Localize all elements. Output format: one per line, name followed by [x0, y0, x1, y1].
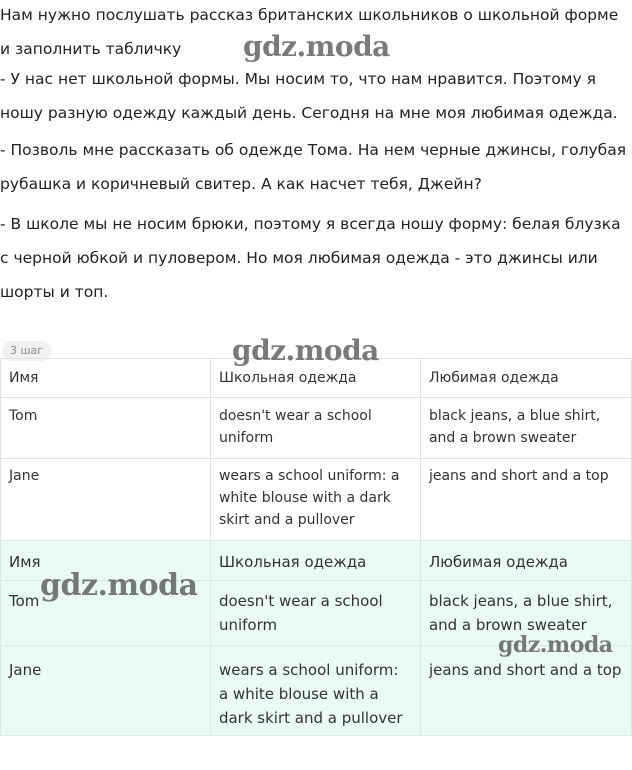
cell-name: Tom	[1, 581, 211, 646]
cell-favorite-clothes: jeans and short and a top	[420, 459, 631, 541]
table-row	[1, 459, 632, 541]
table-row	[1, 398, 632, 459]
header-school-clothes: Школьная одежда	[210, 541, 420, 581]
paragraph-dialogue-1: - У нас нет школьной формы. Мы носим то, что нам нравится. Поэтому я ношу разную одежду каждый день. Сегодня на мне моя любимая одежда.	[0, 70, 618, 122]
paragraph-intro: Нам нужно послушать рассказ британских школьников о школьной форме и заполнить табличку	[0, 6, 619, 58]
cell-favorite-clothes: black jeans, a blue shirt, and a brown sweater	[420, 398, 631, 459]
header-favorite-clothes: Любимая одежда	[420, 541, 631, 581]
cell-name: Jane	[1, 646, 211, 736]
cell-name: Tom	[1, 398, 211, 459]
header-favorite-clothes: Любимая одежда	[420, 359, 631, 398]
header-name: Имя	[1, 541, 211, 581]
cell-favorite-clothes: black jeans, a blue shirt, and a brown sweater	[420, 581, 631, 646]
header-name: Имя	[1, 359, 211, 398]
cell-school-clothes: wears a school uniform: a white blouse with a dark skirt and a pullover	[210, 459, 420, 541]
cell-name: Jane	[1, 459, 211, 541]
header-school-clothes: Школьная одежда	[210, 359, 420, 398]
step-badge: 3 шаг	[2, 341, 51, 361]
paragraph-dialogue-3: - В школе мы не носим брюки, поэтому я всегда ношу форму: белая блузка с черной юбкой и пуловером. Но моя любимая одежда - это джинсы или шорты и топ.	[0, 215, 621, 301]
watermark: gdz.moda	[243, 30, 390, 63]
cell-school-clothes: doesn't wear a school uniform	[210, 398, 420, 459]
table-row	[1, 646, 632, 736]
watermark: gdz.moda	[40, 568, 198, 603]
answer-table	[0, 358, 632, 541]
cell-school-clothes: doesn't wear a school uniform	[210, 581, 420, 646]
watermark: gdz.moda	[498, 632, 613, 658]
cell-school-clothes: wears a school uniform: a white blouse with a dark skirt and a pullover	[210, 646, 420, 736]
watermark: gdz.moda	[232, 334, 379, 367]
cell-favorite-clothes: jeans and short and a top	[420, 646, 631, 736]
paragraph-dialogue-2: - Позволь мне рассказать об одежде Тома. На нем черные джинсы, голубая рубашка и коричневый свитер. А как насчет тебя, Джейн?	[0, 141, 627, 193]
